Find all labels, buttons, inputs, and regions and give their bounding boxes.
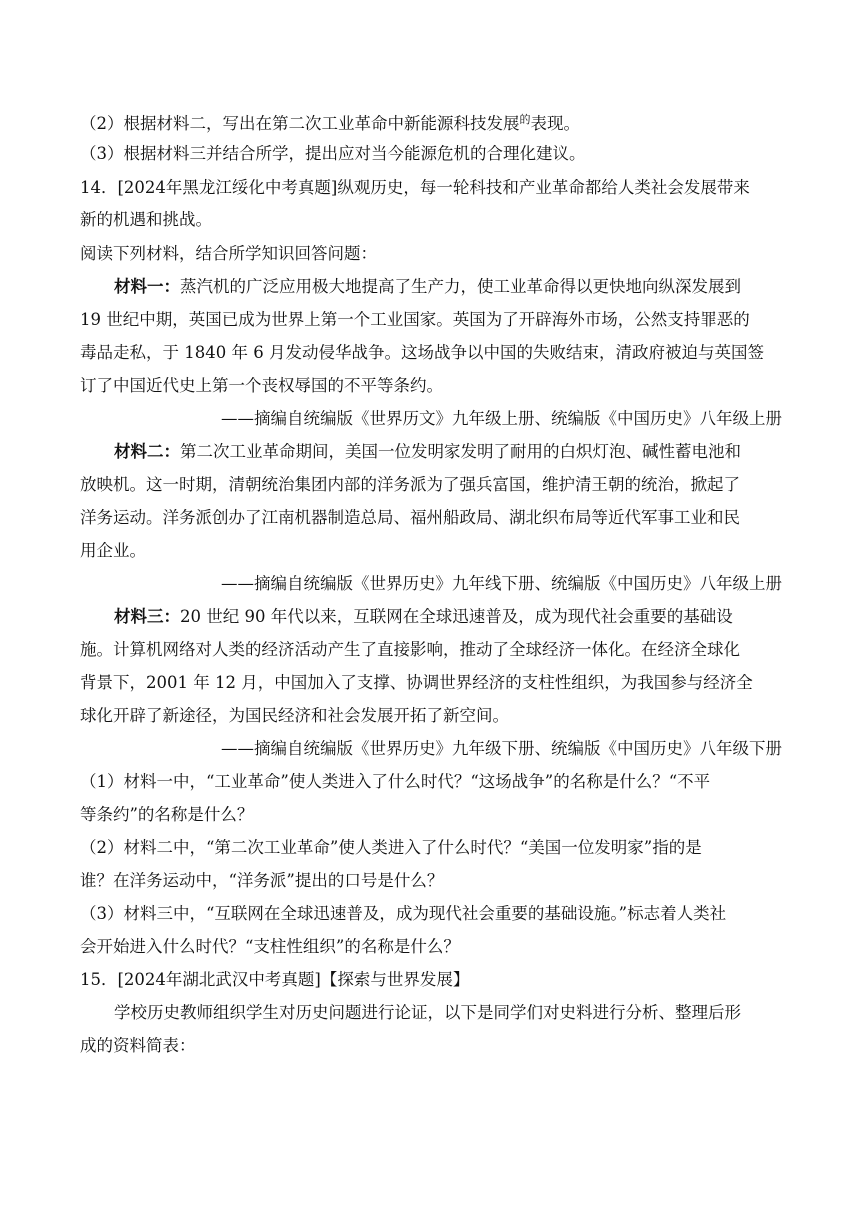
material-1-line-4: 订了中国近代史上第一个丧权辱国的不平等条约。 (80, 376, 443, 395)
question-15-intro: 学校历史教师组织学生对历史问题进行论证，以下是同学们对史料进行分析、整理后形 (114, 1003, 741, 1022)
material-2-source: ——摘编自统编版《世界历史》九年线下册、统编版《中国历史》八年级上册 (221, 574, 782, 593)
question-13-part-2 (80, 108, 780, 136)
subquestion-2: （2）材料二中，“第二次工业革命”使人类进入了什么时代？“美国一位发明家”指的是 (80, 838, 702, 857)
material-2-line-2: 放映机。这一时期，清朝统治集团内部的洋务派为了强兵富国，维护清王朝的统治，掀起了 (80, 475, 740, 494)
material-1-line-2: 19 世纪中期，英国已成为世界上第一个工业国家。英国为了开辟海外市场，公然支持罪恶的 (80, 310, 750, 329)
text-span: 表现。 (530, 114, 580, 133)
material-2-line-1 (114, 440, 814, 464)
material-3-line-4: 球化开辟了新途径，为国民经济和社会发展开拓了新空间。 (80, 706, 509, 725)
question-14-heading: 14．[2024年黑龙江绥化中考真题]纵观历史，每一轮科技和产业革命都给人类社会发展带来 (80, 178, 750, 197)
material-label: 材料一： (114, 277, 180, 296)
material-1-source: ——摘编自统编版《世界历文》九年级上册、统编版《中国历史》八年级上册 (221, 409, 782, 428)
material-label: 材料三： (114, 607, 180, 626)
material-3-source: ——摘编自统编版《世界历史》九年级下册、统编版《中国历史》八年级下册 (221, 739, 782, 758)
subquestion-3-cont: 会开始进入什么时代？“支柱性组织”的名称是什么？ (80, 937, 460, 956)
material-3-line-3: 背景下，2001 年 12 月，中国加入了支撑、协调世界经济的支柱性组织，为我国参与经济全 (80, 673, 753, 692)
material-1-line-1 (114, 275, 814, 299)
material-2-line-4: 用企业。 (80, 541, 146, 560)
question-13-part-3: （3）根据材料三并结合所学，提出应对当今能源危机的合理化建议。 (80, 144, 586, 163)
instruction-line: 阅读下列材料，结合所学知识回答问题： (80, 244, 377, 263)
question-15-intro-cont: 成的资料简表： (80, 1036, 196, 1055)
subquestion-1-cont: 等条约”的名称是什么？ (80, 805, 254, 824)
material-label: 材料二： (114, 442, 180, 461)
material-1-line-3: 毒品走私，于 1840 年 6 月发动侵华战争。这场战争以中国的失败结束，清政府被迫与英国签 (80, 343, 764, 362)
text-span: 蒸汽机的广泛应用极大地提高了生产力，使工业革命得以更快地向纵深发展到 (180, 277, 741, 296)
text-span: 20 世纪 90 年代以来，互联网在全球迅速普及，成为现代社会重要的基础设 (180, 607, 733, 626)
superscript-char: 的 (519, 113, 531, 126)
material-3-line-1 (114, 605, 814, 629)
text-span: 第二次工业革命期间，美国一位发明家发明了耐用的白炽灯泡、碱性蓄电池和 (180, 442, 741, 461)
question-15-heading: 15．[2024年湖北武汉中考真题]【探索与世界发展】 (80, 970, 470, 989)
subquestion-3: （3）材料三中，“互联网在全球迅速普及，成为现代社会重要的基础设施。”标志着人类社 (80, 904, 727, 923)
subquestion-2-cont: 谁？在洋务运动中，“洋务派”提出的口号是什么？ (80, 871, 444, 890)
text-span: （2）根据材料二，写出在第二次工业革命中新能源科技发展 (80, 114, 520, 133)
subquestion-1: （1）材料一中，“工业革命”使人类进入了什么时代？“这场战争”的名称是什么？“不平 (80, 772, 711, 791)
material-2-line-3: 洋务运动。洋务派创办了江南机器制造总局、福州船政局、湖北织布局等近代军事工业和民 (80, 508, 740, 527)
question-14-heading-cont: 新的机遇和挑战。 (80, 210, 212, 229)
material-3-line-2: 施。计算机网络对人类的经济活动产生了直接影响，推动了全球经济一体化。在经济全球化 (80, 640, 740, 659)
